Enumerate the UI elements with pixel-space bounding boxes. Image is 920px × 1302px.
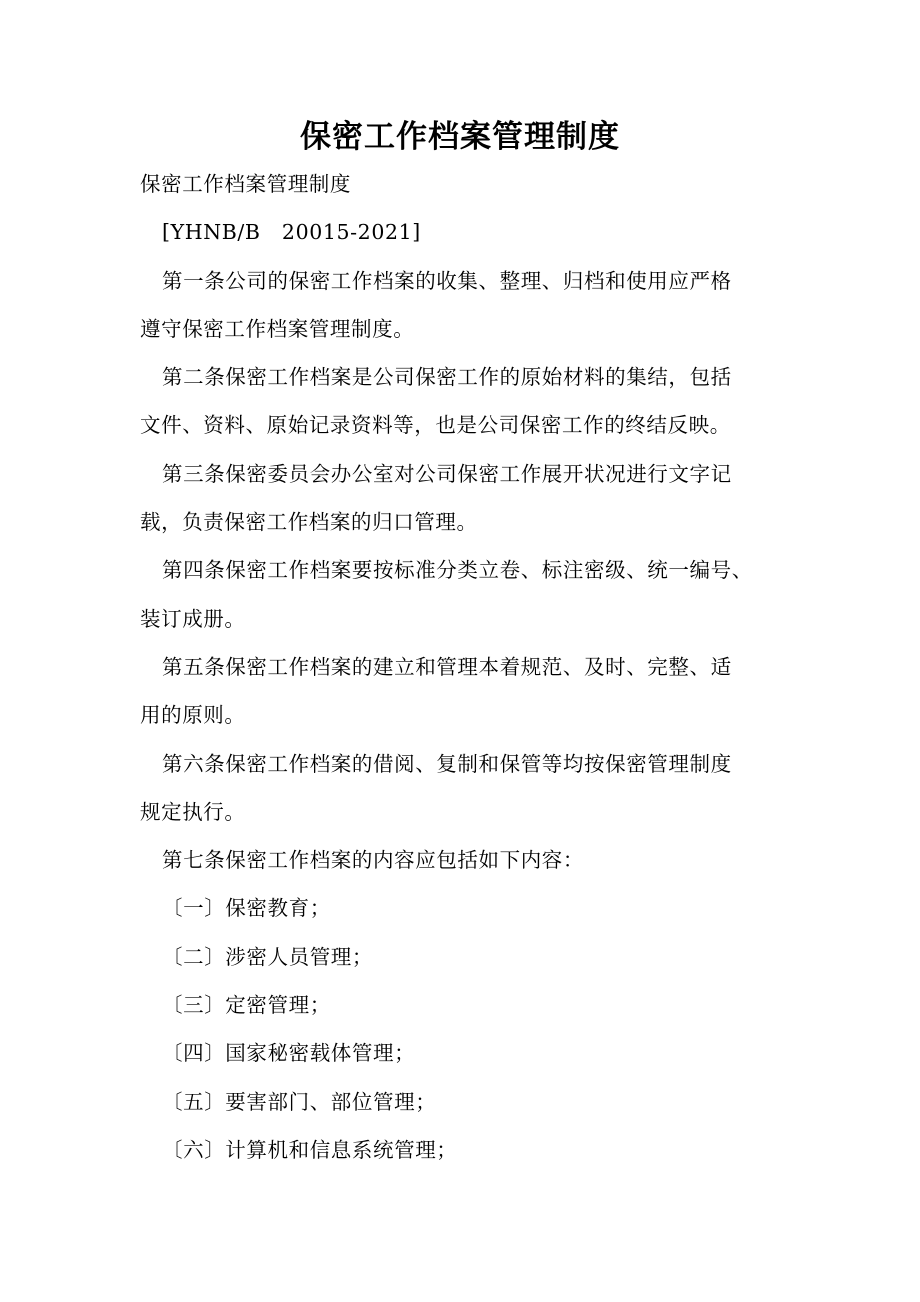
document-body (140, 160, 800, 1174)
doc-line-article-1: 第一条公司的保密工作档案的收集、整理、归档和使用应严格 (162, 268, 732, 293)
doc-line-subtitle: 保密工作档案管理制度 (140, 172, 351, 196)
doc-list-item-1: 〔一〕保密教育； (162, 896, 331, 921)
doc-line-article-5: 第五条保密工作档案的建立和管理本着规范、及时、完整、适 (162, 654, 732, 679)
doc-line-article-2-cont: 文件、资料、原始记录资料等，也是公司保密工作的终结反映。 (140, 413, 731, 438)
doc-line-article-7: 第七条保密工作档案的内容应包括如下内容： (162, 848, 584, 873)
doc-list-item-2: 〔二〕涉密人员管理； (162, 944, 373, 969)
doc-list-item-6: 〔六〕计算机和信息系统管理； (162, 1137, 458, 1162)
doc-line-article-1-cont: 遵守保密工作档案管理制度。 (140, 316, 415, 341)
doc-line-article-4-cont: 装订成册。 (140, 606, 246, 631)
document-title: 保密工作档案管理制度 (300, 119, 620, 155)
doc-line-article-4: 第四条保密工作档案要按标准分类立卷、标注密级、统一编号、 (162, 558, 753, 583)
doc-line-code: [YHNB/B 20015-2021] (162, 220, 421, 245)
doc-list-item-5: 〔五〕要害部门、部位管理； (162, 1089, 437, 1114)
doc-line-article-3-cont: 载，负责保密工作档案的归口管理。 (140, 510, 478, 535)
doc-line-article-5-cont: 用的原则。 (140, 703, 246, 728)
doc-line-article-6: 第六条保密工作档案的借阅、复制和保管等均按保密管理制度 (162, 751, 732, 776)
doc-list-item-3: 〔三〕定密管理； (162, 993, 331, 1018)
doc-list-item-4: 〔四〕国家秘密载体管理； (162, 1041, 416, 1066)
doc-line-article-3: 第三条保密委员会办公室对公司保密工作展开状况进行文字记 (162, 461, 732, 486)
doc-line-article-6-cont: 规定执行。 (140, 799, 246, 824)
doc-line-article-2: 第二条保密工作档案是公司保密工作的原始材料的集结，包括 (162, 365, 732, 390)
